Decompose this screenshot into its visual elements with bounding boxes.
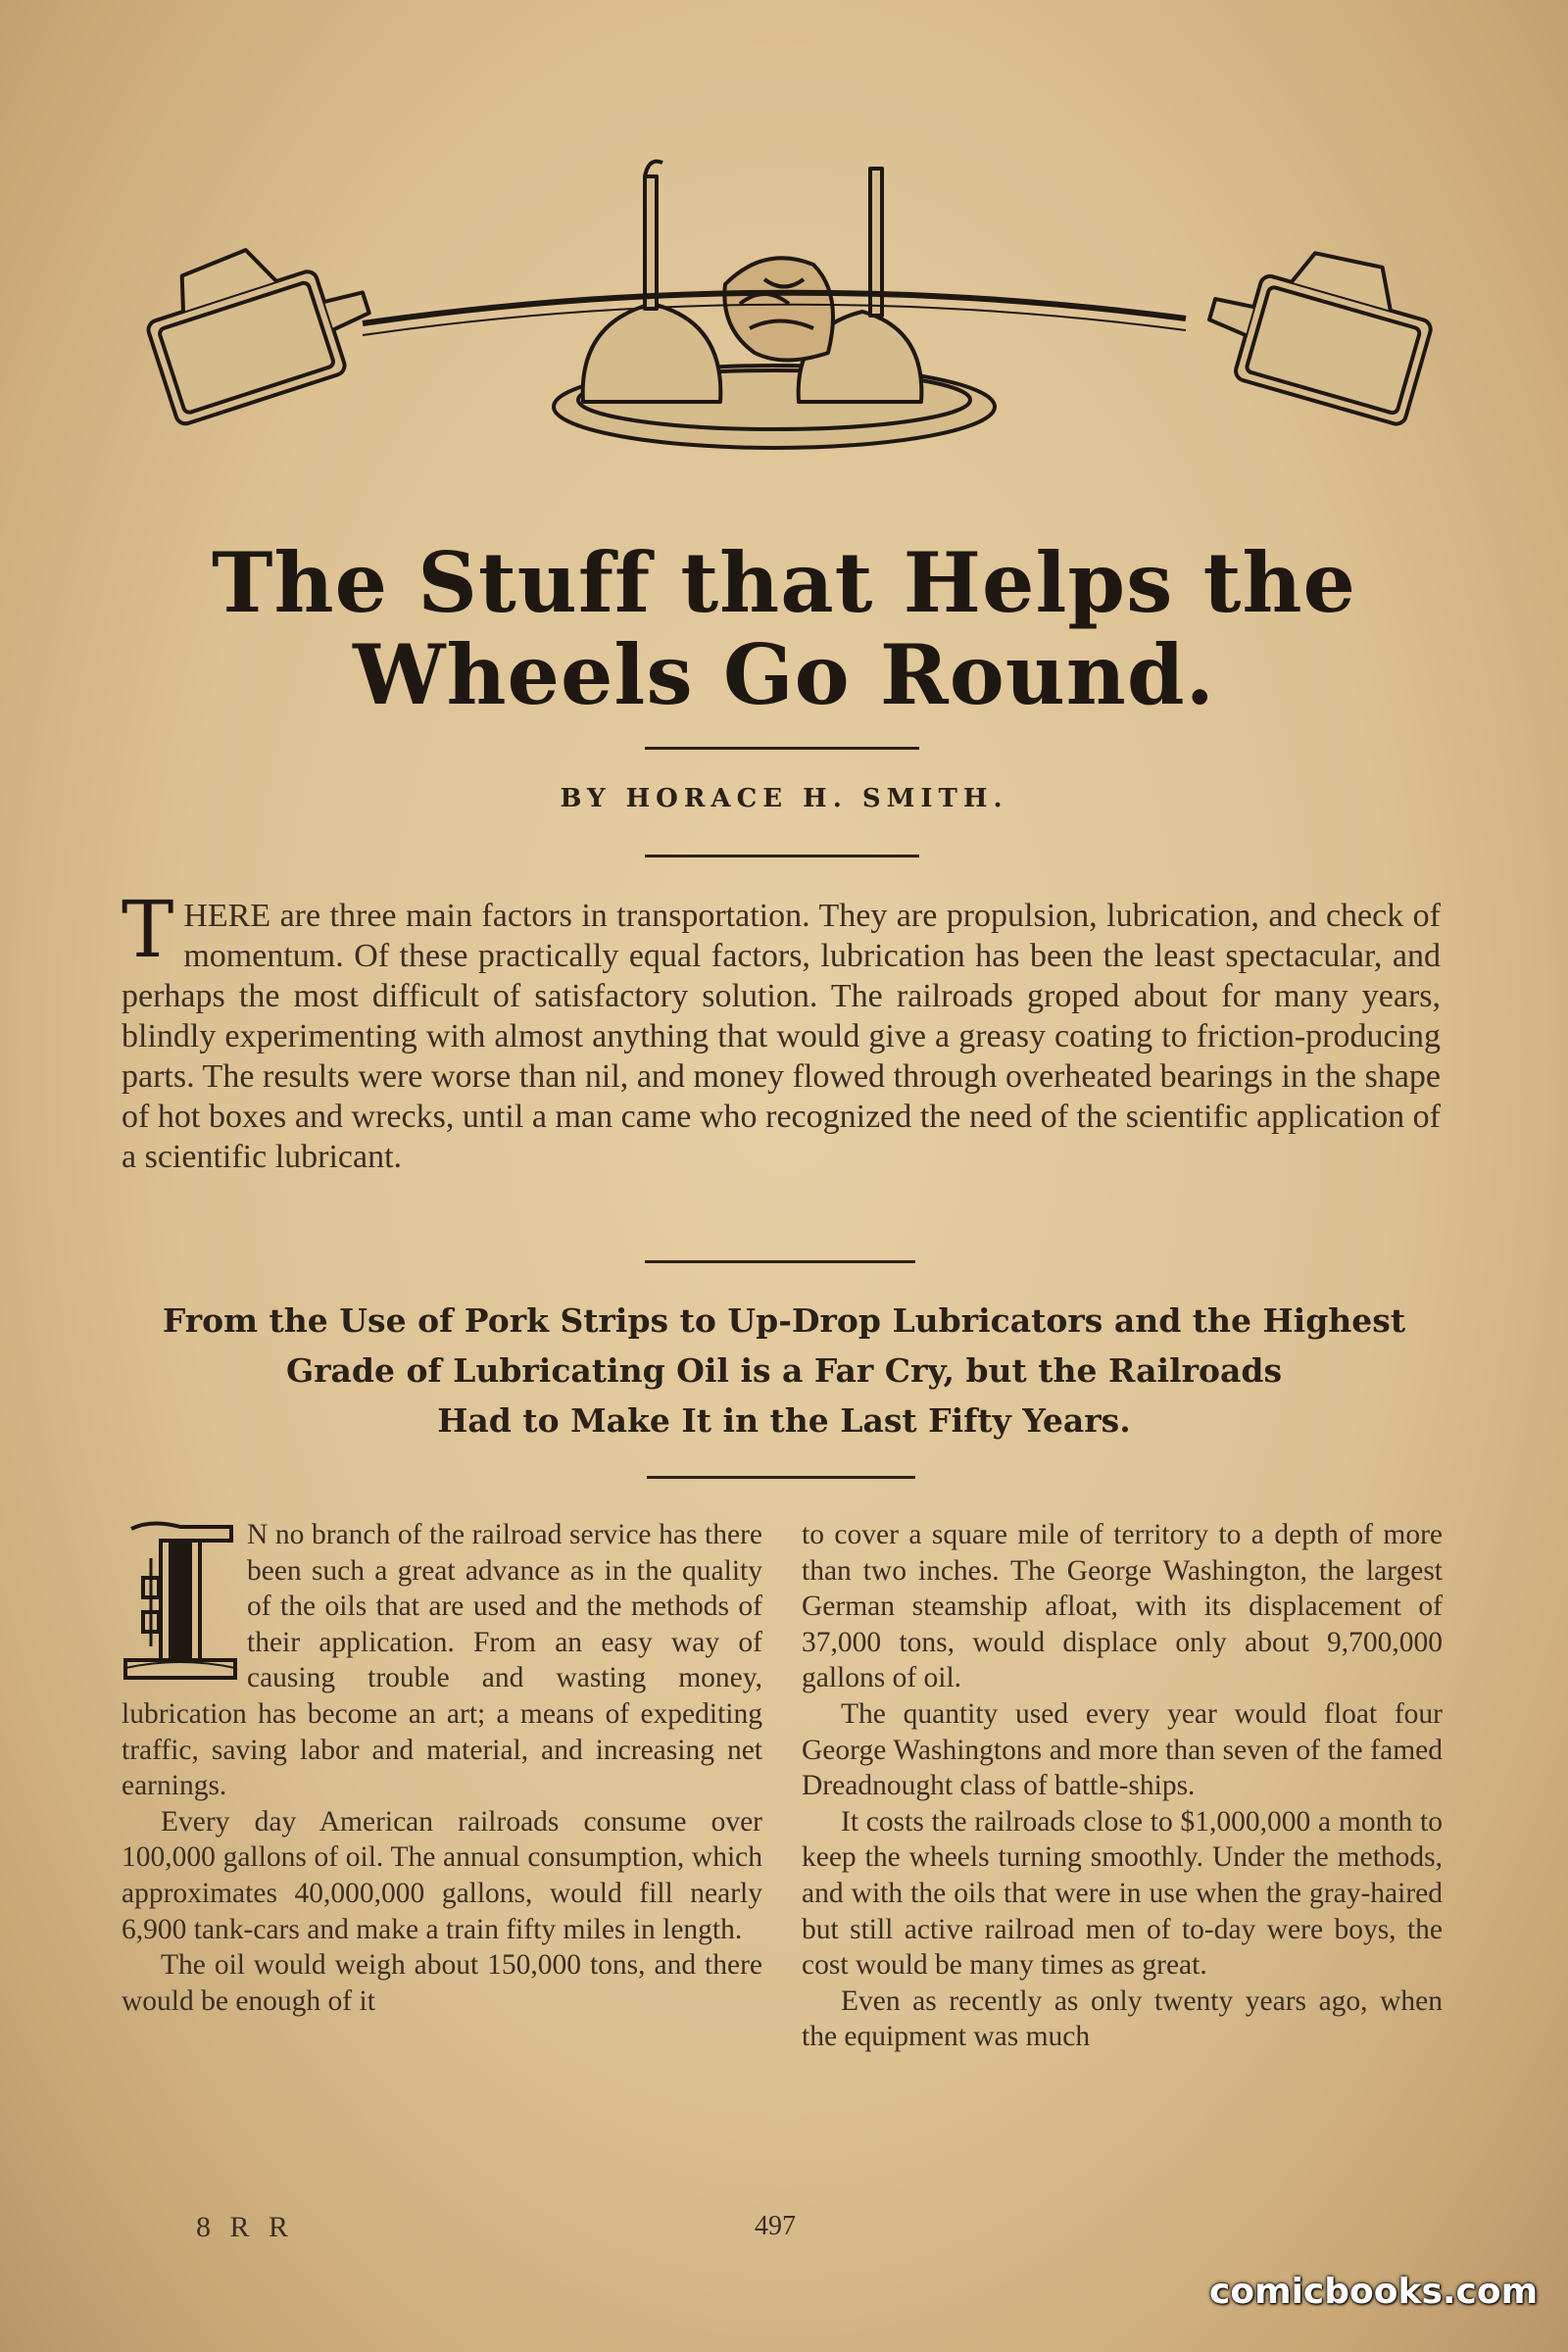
column-paragraph: It costs the railroads close to $1,000,000 a month to keep the wheels turning smoothly. Under the methods, and with the oils that were in use when the gray-haired but still active railroad men of to-day were boys, the cost would be many times as great. [802, 1805, 1443, 1982]
text-column-right [802, 1517, 1443, 2055]
column-paragraph: Every day American railroads consume over 100,000 gallons of oil. The annual consumption, which approximates 40,000,000 gallons, would fill nearly 6,900 tank-cars and make a train fifty miles in length. [122, 1805, 762, 1945]
column-paragraph: The oil would weigh about 150,000 tons, and there would be enough of it [122, 1949, 762, 2017]
article-title [98, 534, 1470, 723]
title-line-1: The Stuff that Helps the [212, 534, 1356, 631]
text-column-left [122, 1517, 762, 2019]
divider [647, 1476, 915, 1479]
divider [645, 747, 919, 750]
column-paragraph: The quantity used every year would float four George Washingtons and more than seven of the famed Dreadnought class of battle-ships. [802, 1697, 1443, 1802]
signature-mark: 8 R R [196, 2211, 295, 2243]
subhead-line-3: Had to Make It in the Last Fifty Years. [437, 1401, 1131, 1440]
oil-cans-illustration [137, 157, 1450, 470]
intro-paragraph [122, 884, 1441, 1177]
subheading [118, 1296, 1450, 1446]
column-paragraph: to cover a square mile of territory to a depth of more than two inches. The George Washington, the largest German steamship afloat, with its displacement of 37,000 tons, would displace only about 9,700,000 gallons of oil. [802, 1519, 1443, 1694]
intro-text: HERE are three main factors in transportation. They are propulsion, lubrication, and check of momentum. Of these practically equal factors, lubrication has been the least spectacular, and perhaps the most difficult of satisfactory solution. The railroads groped about for many years, blindly experimenting with almost anything that would give a greasy coating to friction-producing parts. The results were worse than nil, and money flowed through overheated bearings in the shape of hot boxes and wrecks, until a man came who recognized the need of the scientific application of a scientific lubricant. [122, 898, 1441, 1175]
title-line-2: Wheels Go Round. [353, 626, 1215, 723]
drop-cap-t: T [122, 884, 174, 975]
column-paragraph: Even as recently as only twenty years ago, when the equipment was much [802, 1984, 1443, 2053]
column-paragraph: N no branch of the railroad service has there been such a great advance as in the quality of the oils that are used and the methods of their application. From an easy way of causing trouble and wasting money, lubrication has become an art; a means of expediting traffic, saving labor and material, and increasing net earnings. [122, 1519, 762, 1802]
subhead-line-2: Grade of Lubricating Oil is a Far Cry, but the Railroads [285, 1351, 1283, 1390]
divider [645, 855, 919, 858]
page-number: 497 [755, 2211, 796, 2241]
subhead-line-1: From the Use of Pork Strips to Up-Drop Lubricators and the Highest [162, 1301, 1406, 1340]
byline: BY HORACE H. SMITH. [560, 784, 1008, 813]
ornamental-drop-cap-i [122, 1519, 237, 1688]
divider [645, 1260, 915, 1263]
watermark: comicbooks.com [1209, 2272, 1539, 2312]
